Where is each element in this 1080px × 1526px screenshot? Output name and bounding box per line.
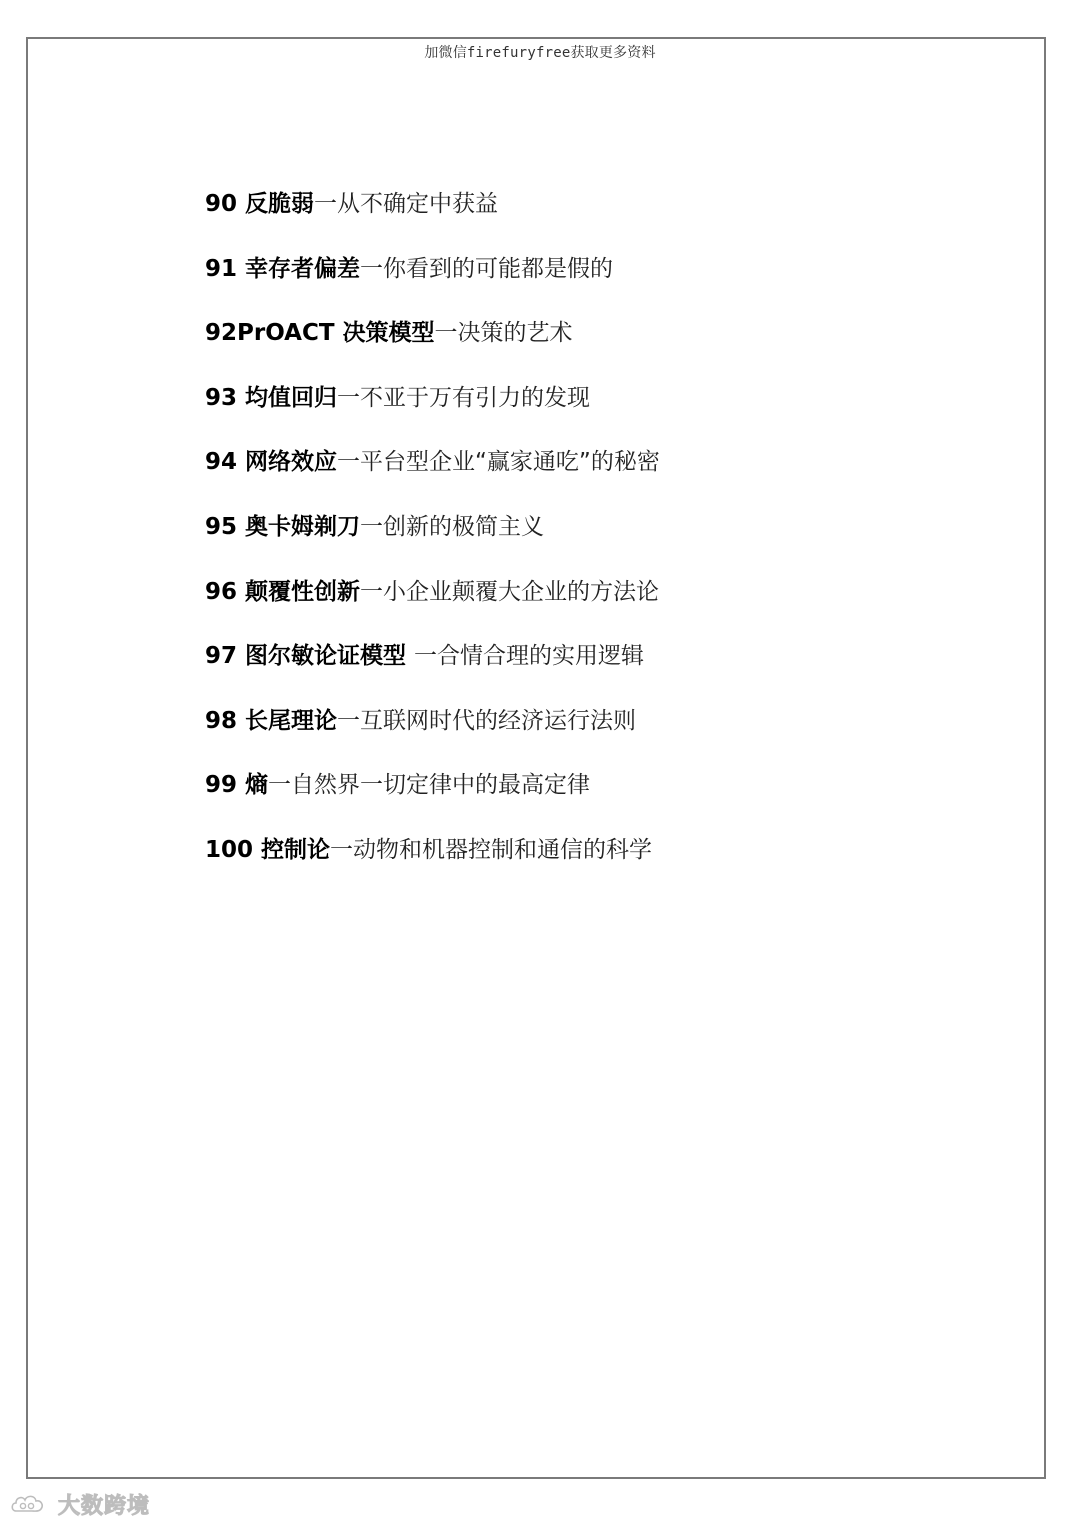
toc-item — [205, 574, 660, 639]
toc-item-subtitle: 一动物和机器控制和通信的科学 — [330, 836, 653, 863]
toc-item-subtitle: 一合情合理的实用逻辑 — [414, 643, 645, 670]
toc-item-subtitle: 一互联网时代的经济运行法则 — [337, 707, 637, 734]
toc-item-title: 99 熵 — [205, 772, 269, 799]
toc-item — [205, 444, 660, 509]
toc-item-subtitle: 一创新的极简主义 — [360, 513, 545, 540]
toc-item-title: 94 网络效应 — [205, 449, 338, 476]
toc-item-title: 92PrOACT 决策模型 — [205, 320, 435, 347]
cloud-logo-icon — [10, 1491, 52, 1517]
toc-item-title: 93 均值回归 — [205, 384, 338, 411]
header-note: 加微信firefuryfree获取更多资料 — [424, 45, 656, 61]
watermark-text: 大数跨境 — [58, 1493, 151, 1519]
watermark — [10, 1488, 150, 1520]
toc-item-title: 100 控制论 — [205, 836, 331, 863]
toc-item — [205, 767, 660, 832]
toc-item — [205, 251, 660, 316]
toc-item — [205, 380, 660, 445]
toc-item — [205, 315, 660, 380]
toc-item-title: 95 奥卡姆剃刀 — [205, 513, 361, 540]
toc-item-subtitle: 一自然界一切定律中的最高定律 — [268, 772, 591, 799]
toc-item-subtitle: 一不亚于万有引力的发现 — [337, 384, 591, 411]
toc-item-subtitle: 一从不确定中获益 — [314, 191, 499, 217]
toc-item-subtitle: 一你看到的可能都是假的 — [360, 255, 614, 282]
toc-item — [205, 832, 660, 897]
table-of-contents — [205, 186, 660, 897]
toc-item-title: 98 长尾理论 — [205, 707, 338, 734]
toc-item — [205, 703, 660, 768]
toc-item-title: 96 颠覆性创新 — [205, 578, 361, 605]
toc-item — [205, 509, 660, 574]
toc-item-title: 97 图尔敏论证模型 — [205, 643, 415, 670]
toc-item-subtitle: 一平台型企业“赢家通吃”的秘密 — [337, 449, 660, 476]
toc-item-subtitle: 一决策的艺术 — [434, 320, 573, 347]
toc-item — [205, 638, 660, 703]
toc-item-title: 90 反脆弱 — [205, 191, 315, 217]
toc-item — [205, 186, 660, 251]
toc-item-title: 91 幸存者偏差 — [205, 255, 361, 282]
toc-item-subtitle: 一小企业颠覆大企业的方法论 — [360, 578, 660, 605]
